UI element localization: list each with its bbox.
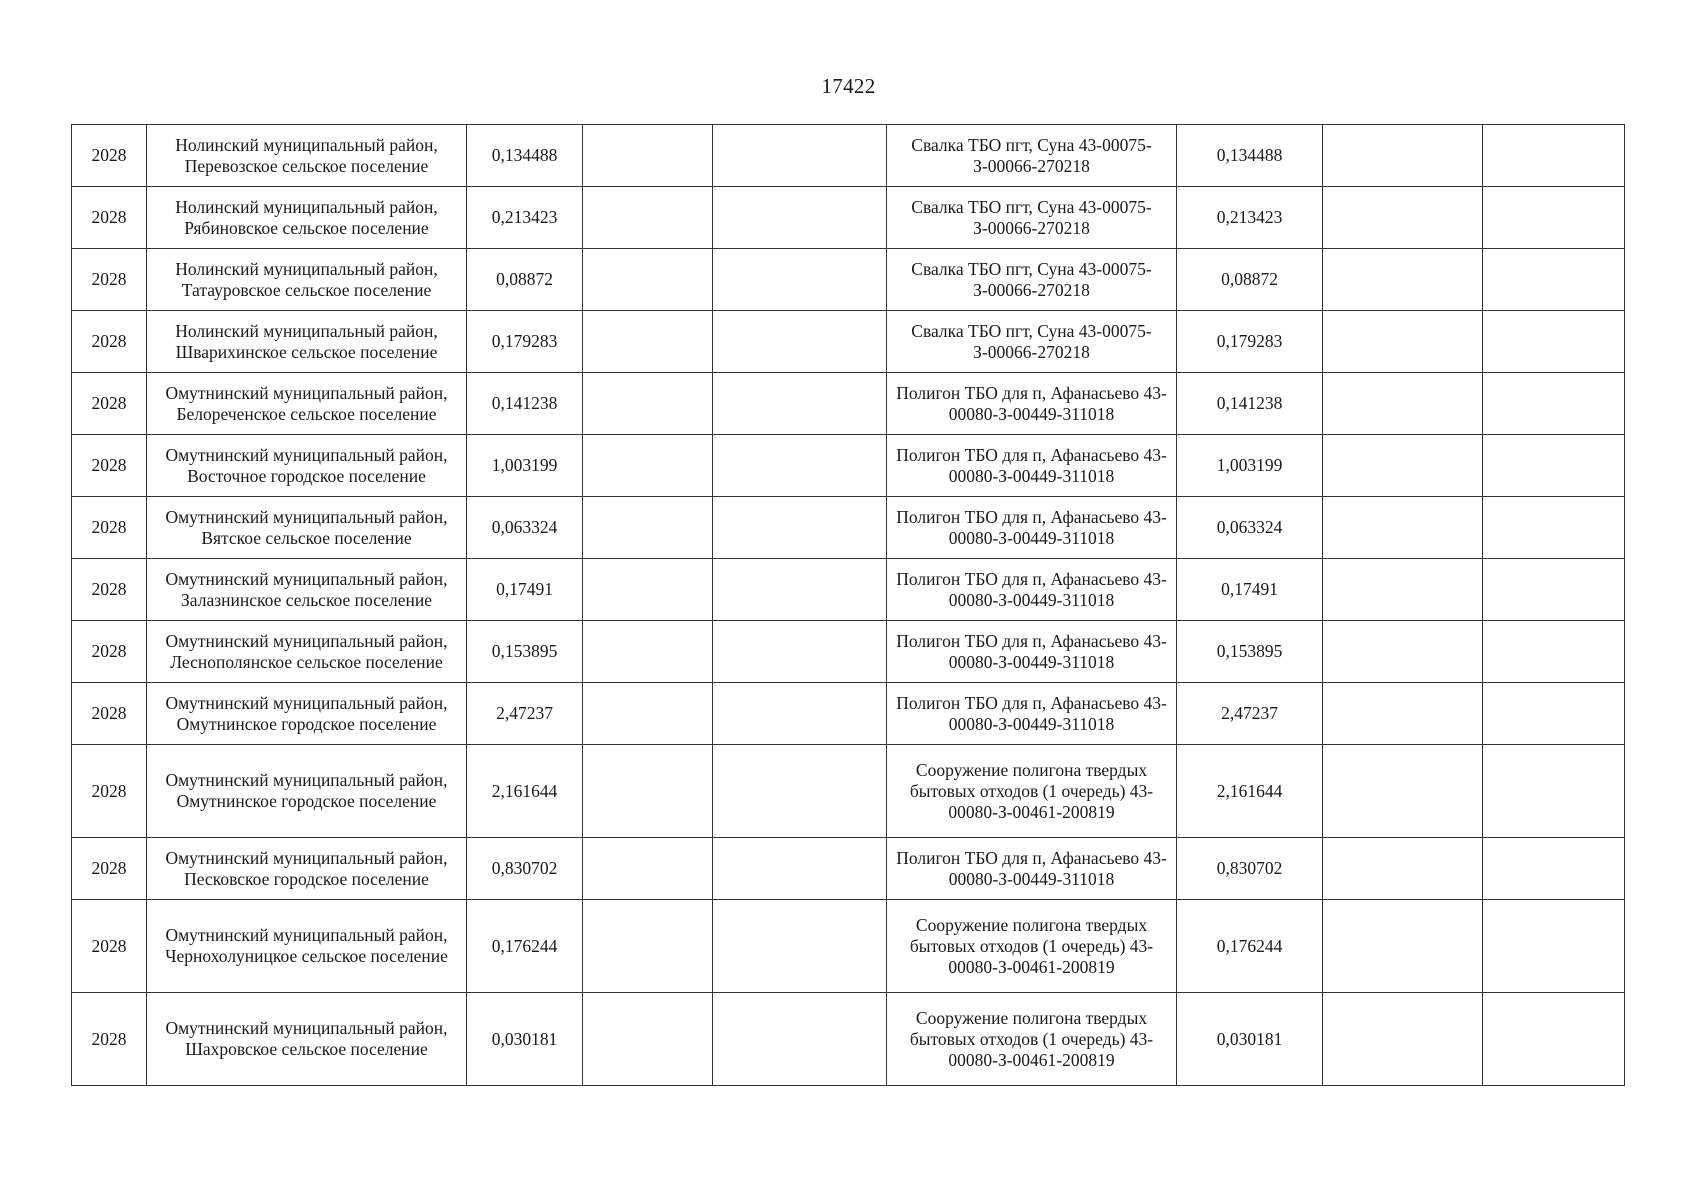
empty-cell: [1483, 993, 1625, 1086]
empty-cell: [1483, 125, 1625, 187]
table-row: [72, 435, 1625, 497]
empty-cell: [583, 373, 713, 435]
facility-cell: Свалка ТБО пгт, Суна 43-00075-З-00066-270218: [887, 187, 1177, 249]
amount-cell: 2,47237: [467, 683, 583, 745]
municipality-cell: Омутнинский муниципальный район, Леснополянское сельское поселение: [147, 621, 467, 683]
table-row: [72, 497, 1625, 559]
empty-cell: [1323, 683, 1483, 745]
municipality-cell: Омутнинский муниципальный район, Песковское городское поселение: [147, 838, 467, 900]
empty-cell: [1483, 559, 1625, 621]
table-row: [72, 373, 1625, 435]
table-body: [72, 125, 1625, 1086]
year-cell: 2028: [72, 900, 147, 993]
empty-cell: [1483, 249, 1625, 311]
empty-cell: [1483, 745, 1625, 838]
empty-cell: [583, 435, 713, 497]
empty-cell: [583, 311, 713, 373]
empty-cell: [1323, 745, 1483, 838]
year-cell: 2028: [72, 373, 147, 435]
empty-cell: [713, 249, 887, 311]
empty-cell: [713, 187, 887, 249]
municipality-cell: Омутнинский муниципальный район, Залазнинское сельское поселение: [147, 559, 467, 621]
table-row: [72, 125, 1625, 187]
year-cell: 2028: [72, 187, 147, 249]
empty-cell: [1483, 838, 1625, 900]
facility-cell: Полигон ТБО для п, Афанасьево 43-00080-З-00449-311018: [887, 497, 1177, 559]
amount2-cell: 0,830702: [1177, 838, 1323, 900]
municipality-cell: Омутнинский муниципальный район, Белореченское сельское поселение: [147, 373, 467, 435]
year-cell: 2028: [72, 745, 147, 838]
amount2-cell: 2,47237: [1177, 683, 1323, 745]
empty-cell: [1323, 993, 1483, 1086]
facility-cell: Полигон ТБО для п, Афанасьево 43-00080-З-00449-311018: [887, 838, 1177, 900]
municipality-cell: Омутнинский муниципальный район, Чернохолуницкое сельское поселение: [147, 900, 467, 993]
empty-cell: [583, 683, 713, 745]
table-row: [72, 187, 1625, 249]
amount2-cell: 0,063324: [1177, 497, 1323, 559]
empty-cell: [713, 745, 887, 838]
amount-cell: 0,17491: [467, 559, 583, 621]
year-cell: 2028: [72, 125, 147, 187]
empty-cell: [713, 621, 887, 683]
empty-cell: [713, 373, 887, 435]
amount-cell: 2,161644: [467, 745, 583, 838]
facility-cell: Свалка ТБО пгт, Суна 43-00075-З-00066-270218: [887, 125, 1177, 187]
empty-cell: [583, 900, 713, 993]
year-cell: 2028: [72, 311, 147, 373]
year-cell: 2028: [72, 497, 147, 559]
empty-cell: [1323, 838, 1483, 900]
empty-cell: [583, 745, 713, 838]
year-cell: 2028: [72, 249, 147, 311]
municipality-cell: Нолинский муниципальный район, Шварихинское сельское поселение: [147, 311, 467, 373]
table-row: [72, 745, 1625, 838]
table-row: [72, 838, 1625, 900]
facility-cell: Полигон ТБО для п, Афанасьево 43-00080-З-00449-311018: [887, 373, 1177, 435]
empty-cell: [1483, 373, 1625, 435]
facility-cell: Свалка ТБО пгт, Суна 43-00075-З-00066-270218: [887, 311, 1177, 373]
empty-cell: [713, 125, 887, 187]
empty-cell: [713, 559, 887, 621]
facility-cell: Сооружение полигона твердых бытовых отходов (1 очередь) 43-00080-З-00461-200819: [887, 745, 1177, 838]
municipality-cell: Омутнинский муниципальный район, Шахровское сельское поселение: [147, 993, 467, 1086]
amount2-cell: 0,153895: [1177, 621, 1323, 683]
amount-cell: 0,063324: [467, 497, 583, 559]
amount-cell: 0,153895: [467, 621, 583, 683]
amount2-cell: 0,176244: [1177, 900, 1323, 993]
amount-cell: 0,030181: [467, 993, 583, 1086]
empty-cell: [1483, 621, 1625, 683]
empty-cell: [583, 559, 713, 621]
empty-cell: [713, 993, 887, 1086]
year-cell: 2028: [72, 993, 147, 1086]
empty-cell: [583, 125, 713, 187]
empty-cell: [713, 435, 887, 497]
waste-flow-table: [71, 124, 1625, 1086]
table-row: [72, 311, 1625, 373]
empty-cell: [1323, 559, 1483, 621]
facility-cell: Сооружение полигона твердых бытовых отходов (1 очередь) 43-00080-З-00461-200819: [887, 993, 1177, 1086]
empty-cell: [1323, 187, 1483, 249]
municipality-cell: Нолинский муниципальный район, Татауровское сельское поселение: [147, 249, 467, 311]
empty-cell: [1323, 900, 1483, 993]
empty-cell: [713, 497, 887, 559]
amount-cell: 1,003199: [467, 435, 583, 497]
empty-cell: [583, 838, 713, 900]
amount2-cell: 1,003199: [1177, 435, 1323, 497]
year-cell: 2028: [72, 683, 147, 745]
municipality-cell: Нолинский муниципальный район, Перевозское сельское поселение: [147, 125, 467, 187]
empty-cell: [1323, 249, 1483, 311]
empty-cell: [713, 683, 887, 745]
amount2-cell: 0,179283: [1177, 311, 1323, 373]
facility-cell: Полигон ТБО для п, Афанасьево 43-00080-З-00449-311018: [887, 559, 1177, 621]
empty-cell: [713, 838, 887, 900]
municipality-cell: Омутнинский муниципальный район, Омутнинское городское поселение: [147, 745, 467, 838]
municipality-cell: Омутнинский муниципальный район, Омутнинское городское поселение: [147, 683, 467, 745]
table-row: [72, 559, 1625, 621]
empty-cell: [1483, 900, 1625, 993]
empty-cell: [1323, 497, 1483, 559]
amount-cell: 0,08872: [467, 249, 583, 311]
table-row: [72, 249, 1625, 311]
empty-cell: [583, 993, 713, 1086]
facility-cell: Сооружение полигона твердых бытовых отходов (1 очередь) 43-00080-З-00461-200819: [887, 900, 1177, 993]
amount-cell: 0,176244: [467, 900, 583, 993]
empty-cell: [1323, 435, 1483, 497]
year-cell: 2028: [72, 559, 147, 621]
amount2-cell: 2,161644: [1177, 745, 1323, 838]
amount-cell: 0,830702: [467, 838, 583, 900]
empty-cell: [583, 497, 713, 559]
empty-cell: [1483, 311, 1625, 373]
amount-cell: 0,134488: [467, 125, 583, 187]
page-number: 17422: [821, 74, 876, 98]
amount2-cell: 0,141238: [1177, 373, 1323, 435]
empty-cell: [583, 187, 713, 249]
table-row: [72, 900, 1625, 993]
empty-cell: [1323, 373, 1483, 435]
empty-cell: [1323, 125, 1483, 187]
municipality-cell: Омутнинский муниципальный район, Восточное городское поселение: [147, 435, 467, 497]
facility-cell: Свалка ТБО пгт, Суна 43-00075-З-00066-270218: [887, 249, 1177, 311]
empty-cell: [1323, 311, 1483, 373]
empty-cell: [1323, 621, 1483, 683]
amount-cell: 0,179283: [467, 311, 583, 373]
year-cell: 2028: [72, 838, 147, 900]
empty-cell: [1483, 683, 1625, 745]
amount-cell: 0,213423: [467, 187, 583, 249]
amount2-cell: 0,08872: [1177, 249, 1323, 311]
empty-cell: [583, 249, 713, 311]
empty-cell: [583, 621, 713, 683]
year-cell: 2028: [72, 621, 147, 683]
empty-cell: [1483, 497, 1625, 559]
table-row: [72, 993, 1625, 1086]
amount2-cell: 0,134488: [1177, 125, 1323, 187]
facility-cell: Полигон ТБО для п, Афанасьево 43-00080-З-00449-311018: [887, 621, 1177, 683]
table-row: [72, 621, 1625, 683]
amount2-cell: 0,030181: [1177, 993, 1323, 1086]
empty-cell: [713, 311, 887, 373]
empty-cell: [1483, 187, 1625, 249]
facility-cell: Полигон ТБО для п, Афанасьево 43-00080-З-00449-311018: [887, 435, 1177, 497]
amount2-cell: 0,17491: [1177, 559, 1323, 621]
year-cell: 2028: [72, 435, 147, 497]
amount-cell: 0,141238: [467, 373, 583, 435]
amount2-cell: 0,213423: [1177, 187, 1323, 249]
facility-cell: Полигон ТБО для п, Афанасьево 43-00080-З-00449-311018: [887, 683, 1177, 745]
table-row: [72, 683, 1625, 745]
municipality-cell: Нолинский муниципальный район, Рябиновское сельское поселение: [147, 187, 467, 249]
empty-cell: [713, 900, 887, 993]
municipality-cell: Омутнинский муниципальный район, Вятское сельское поселение: [147, 497, 467, 559]
empty-cell: [1483, 435, 1625, 497]
